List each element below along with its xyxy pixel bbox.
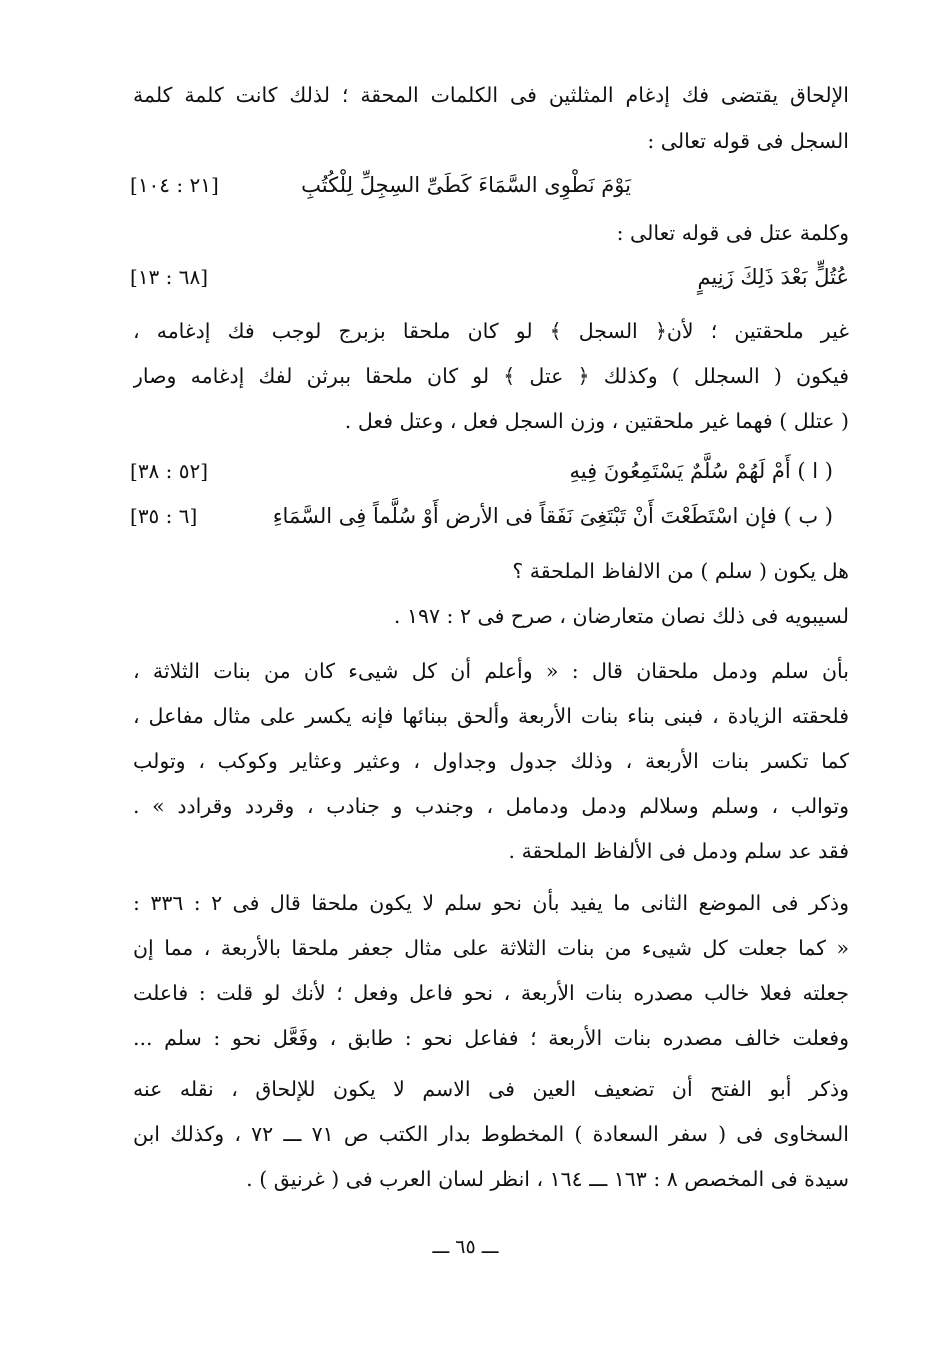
verse-reference: [٢١ : ١٠٤] bbox=[130, 173, 219, 197]
verse-reference: [٥٢ : ٣٨] bbox=[130, 459, 209, 483]
text-line: وفعلت خالف مصدره بنات الأربعة ؛ ففاعل نحو : طابق ، وفَعَّل نحو : سلم ... bbox=[133, 1026, 849, 1050]
text-line: فلحقته الزيادة ، فبنى بناء بنات الأربعة وألحق ببنائها فإنه يكسر على مثال مفاعل ، bbox=[133, 704, 849, 728]
text-line: السخاوى فى ( سفر السعادة ) المخطوط بدار الكتب ص ٧١ ـــ ٧٢ ، وكذلك ابن bbox=[133, 1122, 849, 1146]
page-number: ـــ ٦٥ ـــ bbox=[432, 1236, 499, 1258]
text-line: وكلمة عتل فى قوله تعالى : bbox=[616, 221, 849, 245]
text-line: بأن سلم ودمل ملحقان قال : « وأعلم أن كل شيىء كان من بنات الثلاثة ، bbox=[133, 659, 849, 683]
text-line: وذكر أبو الفتح أن تضعيف العين فى الاسم لا يكون للإلحاق ، نقله عنه bbox=[133, 1077, 849, 1101]
text-line: « كما جعلت كل شيىء من بنات الثلاثة على مثال جعفر ملحقا بالأربعة ، مما إن bbox=[133, 936, 849, 960]
text-line: لسيبويه فى ذلك نصان متعارضان ، صرح فى ٢ : ١٩٧ . bbox=[393, 604, 849, 628]
text-line: هل يكون ( سلم ) من الالفاظ الملحقة ؟ bbox=[512, 559, 849, 583]
text-line: وتوالب ، وسلم وسلالم ودمل ودمامل ، وجندب و جنادب ، وقردد وقرادد » . bbox=[133, 794, 849, 818]
text-line: جعلته فعلا خالب مصدره بنات الأربعة ، نحو فاعل وفعل ؛ لأنك لو قلت : فاعلت bbox=[133, 981, 849, 1005]
text-line: فقد عد سلم ودمل فى الألفاظ الملحقة . bbox=[508, 839, 849, 863]
text-line: سيدة فى المخصص ٨ : ١٦٣ ـــ ١٦٤ ، انظر لسان العرب فى ( غرنيق ) . bbox=[246, 1167, 849, 1191]
text-line: غير ملحقتين ؛ لأن﴿ السجل ﴾ لو كان ملحقا بزبرج لوجب فك إدغامه ، bbox=[133, 319, 849, 343]
text-line: السجل فى قوله تعالى : bbox=[647, 129, 849, 153]
text-line: فيكون ( السجلل ) وكذلك ﴿ عتل ﴾ لو كان ملحقا ببرثن لفك إدغامه وصار bbox=[133, 364, 849, 388]
text-line: كما تكسر بنات الأربعة ، وذلك جدول وجداول ، وعثير وعثاير وكوكب ، وتولب bbox=[133, 749, 849, 773]
quran-verse: ( ا ) أَمْ لَهُمْ سُلَّمٌ يَسْتَمِعُونَ فِيهِ bbox=[569, 459, 833, 483]
quran-verse: يَوْمَ نَطْوِى السَّمَاءَ كَطَىِّ السِجِلِّ لِلْكُتُبِ bbox=[301, 173, 631, 197]
quran-verse: عُتُلٍّ بَعْدَ ذَلِكَ زَنِيمٍ bbox=[697, 265, 849, 289]
text-line: الإلحاق يقتضى فك إدغام المثلثين فى الكلمات المحقة ؛ لذلك كانت كلمة كلمة bbox=[133, 83, 849, 107]
text-line: وذكر فى الموضع الثانى ما يفيد بأن نحو سلم لا يكون ملحقا قال فى ٢ : ٣٣٦ : bbox=[133, 891, 849, 915]
verse-reference: [٦ : ٣٥] bbox=[130, 504, 198, 528]
verse-reference: [٦٨ : ١٣] bbox=[130, 265, 209, 289]
quran-verse: ( ب ) فإن اسْتَطَعْتَ أَنْ تَبْتَغِىَ نَفَقاً فى الأرض أَوْ سُلَّماً فِى السَّمَاءِ bbox=[272, 504, 833, 528]
text-line: ( عتلل ) فهما غير ملحقتين ، وزن السجل فعل ، وعتل فعل . bbox=[344, 409, 849, 433]
